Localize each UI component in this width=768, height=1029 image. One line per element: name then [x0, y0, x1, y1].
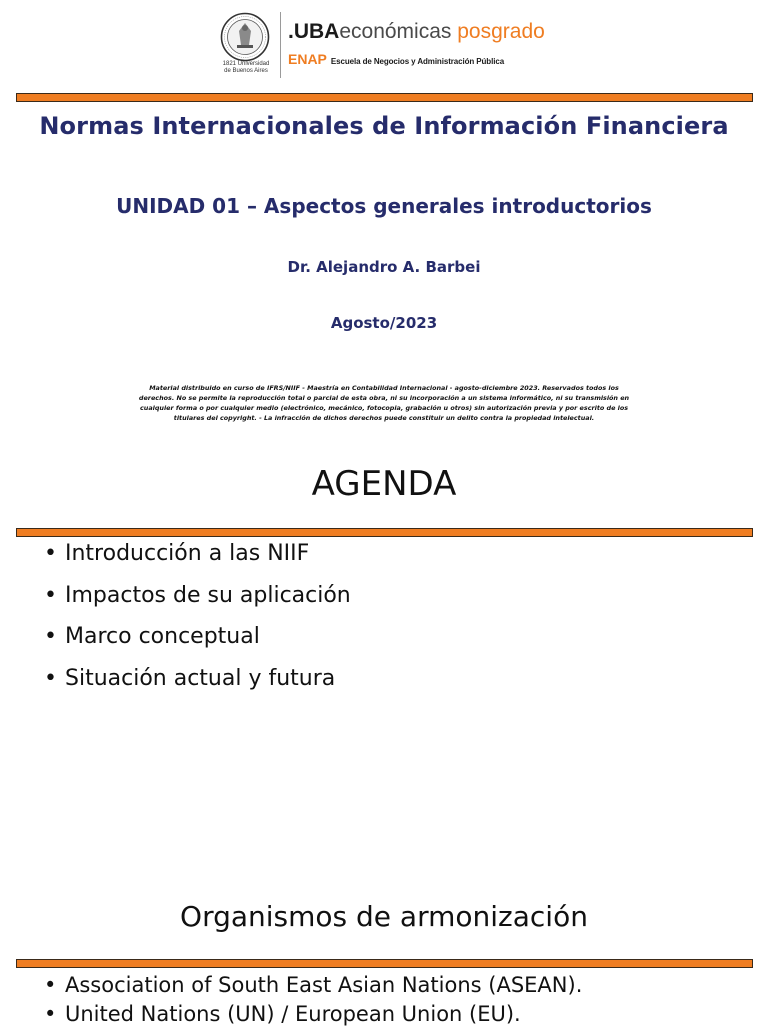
agenda-list	[44, 538, 351, 704]
enap-line	[288, 51, 504, 69]
organisms-heading: Organismos de armonización	[180, 900, 588, 933]
unit-title: UNIDAD 01 – Aspectos generales introductorios	[116, 194, 652, 218]
brand-posgrado: posgrado	[457, 20, 545, 43]
organisms-list	[44, 971, 582, 1029]
list-item: • Association of South East Asian Nations (ASEAN).	[44, 971, 582, 1000]
copyright-disclaimer: Material distribuido en curso de IFRS/NIIF - Maestría en Contabilidad Internacional - agosto-diciembre 2023. Reservados todos los derechos. No se permite la reproducción total o parcial de esta obra, ni su incorporación a un sistema informático, ni su transmisión en cualquier forma o por cualquier medio (electrónico, mecánico, fotocopia, grabación u otros) sin autorización previa y por escrito de los titulares del copyright. - La infracción de dichos derechos puede constituir un delito contra la propiedad intelectual.	[138, 384, 630, 422]
page-title: Normas Internacionales de Información Financiera	[39, 112, 729, 140]
university-seal-icon	[220, 12, 270, 62]
date-label: Agosto/2023	[330, 314, 438, 332]
brand-economicas: económicas	[339, 20, 452, 43]
orange-separator-bar	[16, 528, 753, 537]
brand-uba: .UBA	[288, 20, 340, 43]
list-item: • Situación actual y futura	[44, 663, 351, 705]
header-logo	[220, 10, 550, 82]
list-item: • United Nations (UN) / European Union (EU).	[44, 1000, 582, 1029]
brand-wordmark	[288, 20, 545, 44]
list-item: • Impactos de su aplicación	[44, 580, 351, 622]
author-name: Dr. Alejandro A. Barbei	[287, 258, 481, 276]
orange-separator-bar	[16, 959, 753, 968]
seal-caption: 1821 Universidad de Buenos Aires	[222, 61, 270, 74]
list-item: • Introducción a las NIIF	[44, 538, 351, 580]
enap-name: ENAP	[288, 51, 327, 67]
logo-divider	[280, 12, 281, 78]
list-item: • Marco conceptual	[44, 621, 351, 663]
enap-description: Escuela de Negocios y Administración Pública	[330, 57, 505, 66]
agenda-heading: AGENDA	[311, 464, 457, 504]
orange-separator-bar	[16, 93, 753, 102]
